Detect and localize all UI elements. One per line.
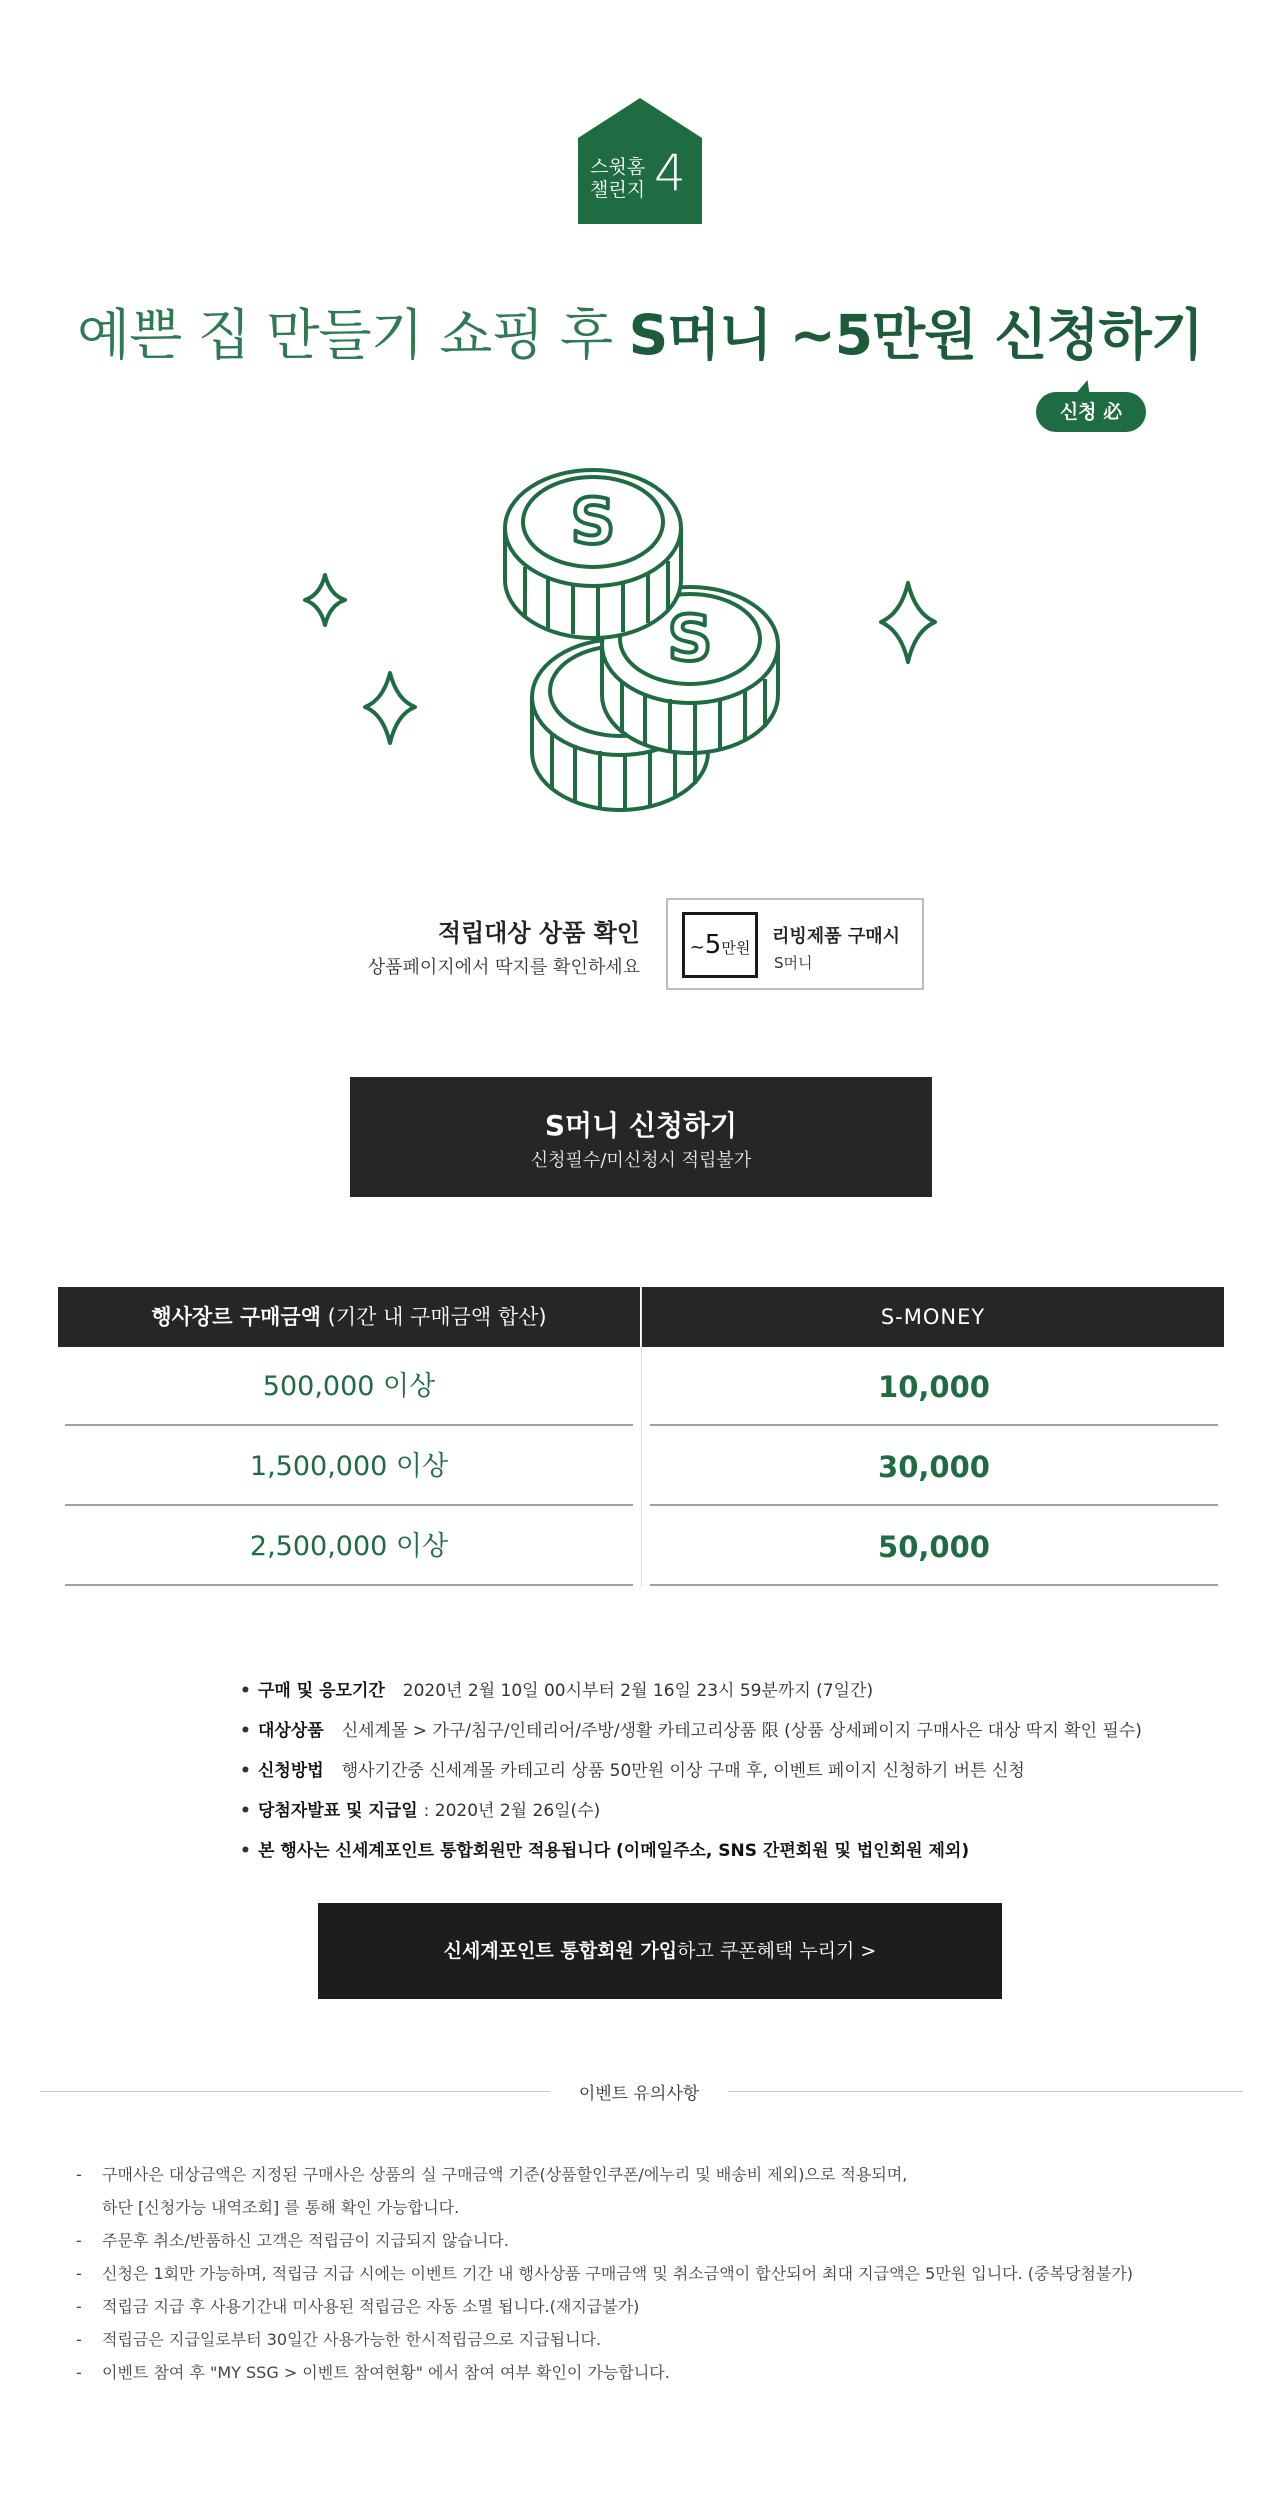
info-products: • 대상상품 신세계몰 > 가구/침구/인테리어/주방/생활 카테고리상품 限 (상품 상세페이지 구매사은 대상 딱지 확인 필수) [240,1721,1142,1741]
info-value: 신세계몰 > 가구/침구/인테리어/주방/생활 카테고리상품 限 (상품 상세페이지 구매사은 대상 딱지 확인 필수) [341,1721,1142,1741]
info-period: • 구매 및 응모기간 2020년 2월 10일 00시부터 2월 16일 23시 59분까지 (7일간) [240,1681,874,1701]
tag-tilde: ~ [689,937,705,958]
tag-number: 5 [704,930,722,960]
header-amount-note: (기간 내 구매금액 합산) [320,1305,547,1329]
list-item-continued: 하단 [신청가능 내역조회] 를 통해 확인 가능합니다. [102,2198,460,2217]
list-item: - 이벤트 참여 후 "MY SSG > 이벤트 참여현황" 에서 참여 여부 확인이 가능합니다. [76,2356,1246,2389]
table-cell-amount: 500,000 이상 [65,1348,633,1426]
info-value: : 2020년 2월 26일(수) [423,1801,601,1821]
info-value: 2020년 2월 10일 00시부터 2월 16일 23시 59분까지 (7일간) [402,1681,874,1701]
page-headline [0,300,1280,370]
product-check-title: 적립대상 상품 확인 [437,919,640,947]
logo-line2: 챌린지 [590,179,646,201]
product-tag-sample [666,898,924,990]
tag-line2: S머니 [774,954,813,972]
svg-text:S: S [570,485,616,558]
notice-list [76,2158,1246,2389]
table-header-smoney: S-MONEY [642,1287,1224,1347]
list-item: - 주문후 취소/반품하신 고객은 적립금이 지급되지 않습니다. [76,2224,1246,2257]
notice-title: 이벤트 유의사항 [578,2084,700,2104]
svg-text:S: S [667,602,713,675]
logo-number: 4 [654,144,686,202]
logo-title [590,156,645,202]
info-key: 대상상품 [258,1721,324,1741]
list-item: - 적립금은 지급일로부터 30일간 사용가능한 한시적립금으로 지급됩니다. [76,2323,1246,2356]
coin-icon [505,470,681,638]
logo-line1: 스윗홈 [590,156,646,178]
join-button-rest: 하고 쿠폰혜택 누리기 > [677,1940,877,1962]
info-method: • 신청방법 행사기간중 신세계몰 카테고리 상품 50만원 이상 구매 후, 이벤트 페이지 신청하기 버튼 신청 [240,1761,1025,1781]
apply-button-title: S머니 신청하기 [544,1109,738,1142]
headline-light: 예쁜 집 만들기 쇼핑 후 [77,303,629,367]
table-cell-amount: 1,500,000 이상 [65,1428,633,1506]
list-item: - 적립금 지급 후 사용기간내 미사용된 적립금은 자동 소멸 됩니다.(재지급불가) [76,2290,1246,2323]
coins-illustration [290,455,990,815]
sparkle-icon [305,575,345,625]
challenge-logo [578,98,702,224]
table-cell-amount: 2,500,000 이상 [65,1508,633,1586]
sparkle-icon [365,673,415,743]
tag-amount [690,930,751,960]
join-button-bold: 신세계포인트 통합회원 가입 [443,1940,678,1962]
table-cell-reward: 10,000 [650,1348,1218,1426]
tag-amount-box [682,912,758,978]
apply-smoney-button[interactable] [350,1077,932,1197]
sparkle-icon [881,583,935,662]
info-value: 행사기간중 신세계몰 카테고리 상품 50만원 이상 구매 후, 이벤트 페이지 신청하기 버튼 신청 [341,1761,1025,1781]
header-amount-bold: 행사장르 구매금액 [151,1305,321,1329]
info-eligibility: • 본 행사는 신세계포인트 통합회원만 적용됩니다 (이메일주소, SNS 간편회원 및 법인회원 제외) [240,1841,970,1861]
required-badge: 신청 必 [1036,392,1146,432]
table-cell-reward: 50,000 [650,1508,1218,1586]
info-key: 신청방법 [258,1761,324,1781]
notice-divider-left [40,2091,550,2092]
info-key: 구매 및 응모기간 [258,1681,385,1701]
table-header-amount [58,1287,640,1347]
info-key: 당첨자발표 및 지급일 [258,1801,418,1821]
join-membership-button[interactable] [318,1903,1002,1999]
headline-bold: S머니 ~5만원 신청하기 [628,303,1203,367]
list-item: - 신청은 1회만 가능하며, 적립금 지급 시에는 이벤트 기간 내 행사상품 구매금액 및 취소금액이 합산되어 최대 지급액은 5만원 입니다. (중복당첨불가) [76,2257,1246,2290]
table-cell-reward: 30,000 [650,1428,1218,1506]
info-announcement: • 당첨자발표 및 지급일 : 2020년 2월 26일(수) [240,1801,601,1821]
notice-divider-right [728,2091,1243,2092]
tag-unit: 만원 [721,939,751,957]
product-check-subtitle: 상품페이지에서 딱지를 확인하세요 [367,957,640,978]
tag-line1: 리빙제품 구매시 [772,926,900,947]
list-item: - 구매사은 대상금액은 지정된 구매사은 상품의 실 구매금액 기준(상품할인쿠폰/에누리 및 배송비 제외)으로 적용되며, [76,2158,1246,2191]
apply-button-subtitle: 신청필수/미신청시 적립불가 [530,1150,752,1171]
table-divider [641,1287,642,1587]
info-key: 본 행사는 신세계포인트 통합회원만 적용됩니다 (이메일주소, SNS 간편회원 및 법인회원 제외) [258,1841,970,1861]
